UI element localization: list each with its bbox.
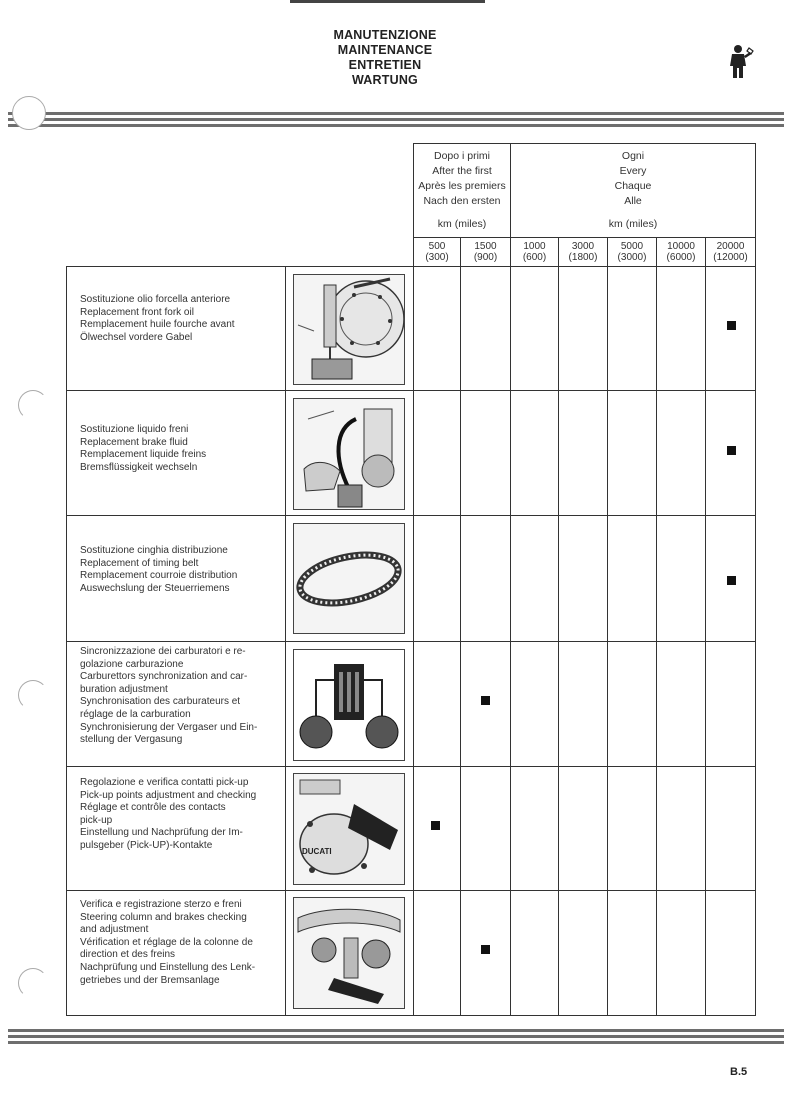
task-description <box>80 777 256 853</box>
task-description <box>80 899 255 987</box>
maintenance-table <box>66 143 756 1016</box>
filled-square-icon <box>481 945 490 954</box>
filled-square-icon <box>727 321 736 330</box>
front-fork-oil-illustration <box>293 274 405 385</box>
after-first-de: Nach den ersten <box>423 195 501 207</box>
task-text-fr-cont: pick-up <box>80 814 113 826</box>
binder-hole <box>12 96 46 130</box>
task-description <box>80 646 257 747</box>
interval-km: 10000 <box>667 241 695 252</box>
task-text-fr-cont: direction et des freins <box>80 949 176 961</box>
binder-hole-mark <box>18 968 48 998</box>
filled-square-icon <box>727 446 736 455</box>
task-text-fr-cont: réglage de la carburation <box>80 708 191 720</box>
interval-km: 5000 <box>620 241 644 252</box>
interval-km: 20000 <box>716 241 745 252</box>
task-text-en: Pick-up points adjustment and checking <box>80 789 257 801</box>
task-text-de: Nachprüfung und Einstellung des Lenk- <box>80 961 256 973</box>
mechanic-with-wrench-icon <box>726 44 756 80</box>
steering-column-illustration <box>293 897 405 1009</box>
ducati-brand-label: DUCATI <box>302 847 332 856</box>
interval-miles: (900) <box>473 252 498 263</box>
task-text-it: Sostituzione cinghia distribuzione <box>80 545 228 556</box>
after-first-it: Dopo i primi <box>433 150 491 162</box>
filled-square-icon <box>727 576 736 585</box>
task-text-it: Regolazione e verifica contatti pick-up <box>80 777 249 788</box>
brake-fluid-illustration <box>293 398 405 510</box>
task-text-de-cont: pulsgeber (Pick-UP)-Kontakte <box>80 839 213 851</box>
every-it: Ogni <box>621 150 645 162</box>
task-text-de-cont: stellung der Vergasung <box>80 734 183 746</box>
task-text-it: Verifica e registrazione sterzo e freni <box>80 899 242 910</box>
task-text-it: Sostituzione liquido freni <box>80 424 189 435</box>
task-text-en-cont: buration adjustment <box>80 683 168 695</box>
interval-miles: (300) <box>425 252 449 263</box>
interval-miles: (1800) <box>568 252 598 263</box>
task-text-fr: Vérification et réglage de la colonne de <box>80 936 253 948</box>
pick-up-illustration <box>293 773 405 885</box>
task-text-fr: Réglage et contrôle des contacts <box>80 802 226 814</box>
every-unit: km (miles) <box>608 218 658 230</box>
interval-km: 3000 <box>571 241 595 252</box>
interval-miles: (3000) <box>617 252 647 263</box>
task-text-de: Einstellung und Nachprüfung der Im- <box>80 827 243 839</box>
page-title-block <box>250 28 520 88</box>
every-de: Alle <box>624 195 642 207</box>
task-text-de: Ölwechsel vordere Gabel <box>80 331 193 343</box>
task-text-fr: Synchronisation des carburateurs et <box>80 696 241 708</box>
carburettor-sync-illustration <box>293 649 405 761</box>
task-text-en-cont: and adjustment <box>80 924 149 936</box>
task-text-de: Auswechslung der Steuerriemens <box>80 582 230 594</box>
task-text-it-cont: golazione carburazione <box>80 658 184 670</box>
after-first-unit: km (miles) <box>437 218 487 230</box>
page-title-de: WARTUNG <box>352 73 418 87</box>
after-first-en: After the first <box>432 165 492 177</box>
task-text-en: Replacement of timing belt <box>80 557 199 569</box>
task-text-en: Replacement front fork oil <box>80 306 194 318</box>
task-text-fr: Remplacement huile fourche avant <box>80 319 235 331</box>
task-description <box>80 424 206 474</box>
footer-rule <box>8 1029 784 1047</box>
task-text-fr: Remplacement liquide freins <box>80 449 207 461</box>
task-text-it: Sincronizzazione dei carburatori e re- <box>80 646 246 657</box>
page-title-fr: ENTRETIEN <box>348 58 422 72</box>
task-description <box>80 545 237 595</box>
task-text-fr: Remplacement courroie distribution <box>80 570 238 582</box>
timing-belt-illustration <box>293 523 405 634</box>
interval-miles: (12000) <box>713 252 748 263</box>
interval-km: 1000 <box>523 241 546 252</box>
every-en: Every <box>619 165 647 177</box>
top-edge-bar <box>290 0 485 3</box>
every-fr: Chaque <box>614 180 652 192</box>
task-text-en: Replacement brake fluid <box>80 436 188 448</box>
interval-km: 1500 <box>474 241 497 252</box>
interval-km: 500 <box>428 241 446 252</box>
page-number: B.5 <box>730 1066 748 1078</box>
task-text-en: Steering column and brakes checking <box>80 911 247 923</box>
header-rule <box>8 112 784 130</box>
binder-hole-mark <box>18 680 48 710</box>
task-text-en: Carburettors synchronization and car- <box>80 671 248 683</box>
task-text-it: Sostituzione olio forcella anteriore <box>80 294 231 305</box>
filled-square-icon <box>481 696 490 705</box>
interval-miles: (600) <box>522 252 547 263</box>
task-text-de: Synchronisierung der Vergaser und Ein- <box>80 721 258 733</box>
task-text-de-cont: getriebes und der Bremsanlage <box>80 974 220 986</box>
page-title-en: MAINTENANCE <box>337 43 433 57</box>
binder-hole-mark <box>18 390 48 420</box>
filled-square-icon <box>431 821 440 830</box>
task-text-de: Bremsflüssigkeit wechseln <box>80 461 198 473</box>
page-title-it: MANUTENZIONE <box>333 28 437 42</box>
task-description <box>80 294 235 344</box>
after-first-fr: Après les premiers <box>418 180 506 192</box>
interval-miles: (6000) <box>666 252 696 263</box>
